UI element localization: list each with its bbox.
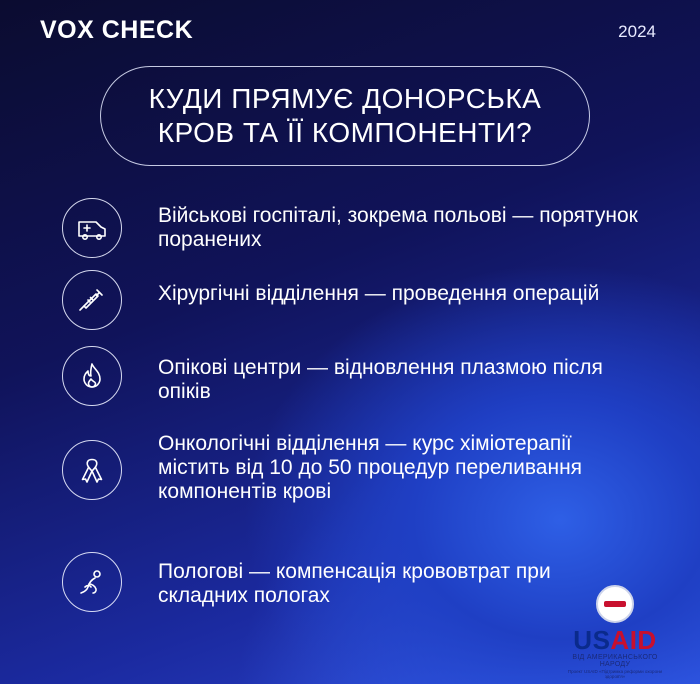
flame-icon — [62, 346, 122, 406]
birth-icon — [62, 552, 122, 612]
usaid-seal-icon — [596, 585, 634, 623]
item-text-surgery: Хірургічні відділення — проведення операцій — [158, 282, 600, 305]
item-text-maternity: Пологові — компенсація крововтрат при складних пологах — [158, 560, 551, 607]
syringe-icon — [62, 270, 122, 330]
usaid-subtitle: ВІД АМЕРИКАНСЬКОГО НАРОДУ — [572, 654, 658, 668]
item-text-burn-centers: Опікові центри — відновлення плазмою після опіків — [158, 356, 603, 403]
ribbon-icon — [62, 440, 122, 500]
year-label: 2024 — [618, 22, 656, 41]
usaid-wordmark: USAID — [573, 625, 657, 655]
item-text-military-hospitals: Військові госпіталі, зокрема польові — порятунок поранених — [158, 204, 638, 251]
usaid-logo — [560, 585, 670, 679]
ambulance-icon — [62, 198, 122, 258]
usaid-note: Проект USAID «Підтримка реформи охорони здоров'я» — [567, 669, 663, 679]
vox-check-logo: VOX CHECK — [40, 16, 194, 44]
title-pill — [100, 66, 590, 166]
page-title: КУДИ ПРЯМУЄ ДОНОРСЬКА КРОВ ТА ЇЇ КОМПОНЕНТИ? — [148, 83, 542, 148]
item-text-oncology: Онкологічні відділення — курс хіміотерапії містить від 10 до 50 процедур переливання компонентів крові — [158, 432, 583, 503]
